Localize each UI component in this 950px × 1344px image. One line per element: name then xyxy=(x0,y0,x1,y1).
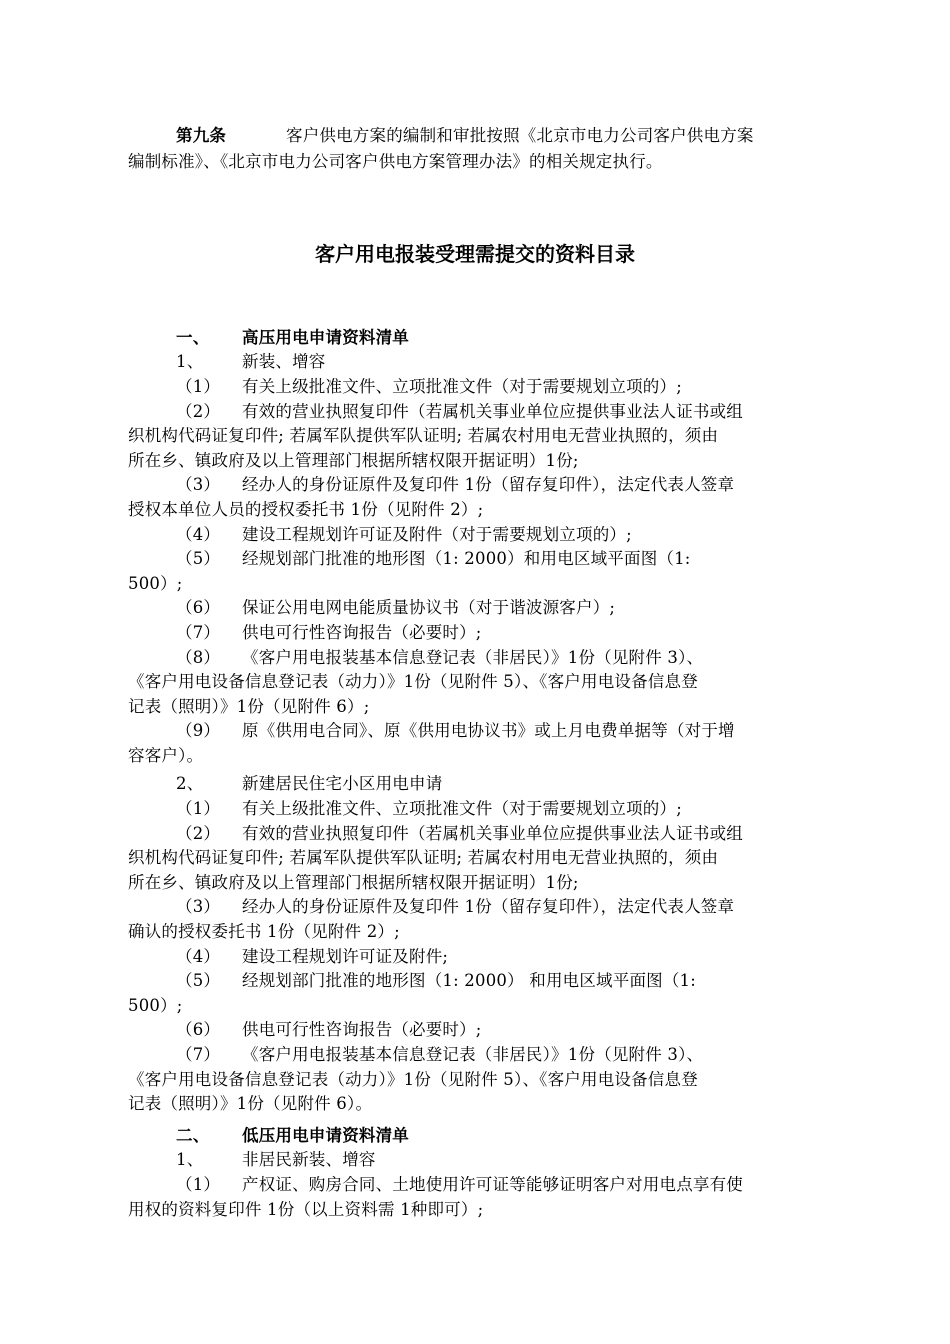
list-item-number: （4） xyxy=(176,525,221,544)
list-item-number: （5） xyxy=(176,549,221,568)
list-item-text: 有关上级批准文件、立项批准文件（对于需要规划立项的）; xyxy=(242,377,682,396)
list-item-text: 织机构代码证复印件; 若属军队提供军队证明; 若属农村用电无营业执照的，须由 xyxy=(128,848,719,867)
subsection-heading: 1、 非居民新装、增容 xyxy=(176,1150,376,1169)
list-item xyxy=(176,822,876,846)
list-item xyxy=(176,945,876,969)
section-heading: 二、 低压用电申请资料清单 xyxy=(176,1126,409,1145)
list-item-text: 产权证、购房合同、土地使用许可证等能够证明客户对用电点享有使 xyxy=(242,1175,743,1194)
list-item-text: 供电可行性咨询报告（必要时）; xyxy=(242,1020,482,1039)
list-item-number: （1） xyxy=(176,377,221,396)
list-item-text: 《客户用电设备信息登记表（动力）》1份（见附件 5）、《客户用电设备信息登 xyxy=(128,672,698,691)
list-item-continuation xyxy=(128,670,828,694)
list-item-text: 记表（照明）》1份（见附件 6）。 xyxy=(128,1094,373,1113)
list-item-continuation xyxy=(128,498,828,522)
list-item-number: （1） xyxy=(176,1175,221,1194)
article-line-2: 编制标准》、《北京市电力公司客户供电方案管理办法》的相关规定执行。 xyxy=(128,152,663,171)
list-item-text: 经办人的身份证原件及复印件 1份（留存复印件），法定代表人签章 xyxy=(242,475,735,494)
list-item-number: （3） xyxy=(176,475,221,494)
list-item xyxy=(176,646,876,670)
list-item-number: （4） xyxy=(176,947,221,966)
list-item-number: （9） xyxy=(176,721,221,740)
list-item xyxy=(176,473,876,497)
list-item xyxy=(176,1018,876,1042)
list-item-text: 建设工程规划许可证及附件; xyxy=(242,947,449,966)
list-item xyxy=(176,596,876,620)
list-item-number: （7） xyxy=(176,623,221,642)
list-item-text: 有效的营业执照复印件（若属机关事业单位应提供事业法人证书或组 xyxy=(242,402,743,421)
list-item-continuation xyxy=(128,449,828,473)
list-item-number: （2） xyxy=(176,824,221,843)
list-item-continuation xyxy=(128,871,828,895)
list-item-text: 记表（照明）》1份（见附件 6）; xyxy=(128,697,370,716)
list-item-text: 保证公用电网电能质量协议书（对于谐波源客户）; xyxy=(242,598,616,617)
list-item-text: 经办人的身份证原件及复印件 1份（留存复印件），法定代表人签章 xyxy=(242,897,735,916)
list-item-number: （1） xyxy=(176,799,221,818)
list-item-text: 有效的营业执照复印件（若属机关事业单位应提供事业法人证书或组 xyxy=(242,824,743,843)
list-item-number: （8） xyxy=(176,648,221,667)
list-item-continuation xyxy=(128,994,828,1018)
subsection-heading: 1、 新装、增容 xyxy=(176,352,326,371)
list-item-number: （7） xyxy=(176,1045,221,1064)
list-item-text: 经规划部门批准的地形图（1: 2000）和用电区域平面图（1: xyxy=(242,549,691,568)
list-item-continuation xyxy=(128,424,828,448)
list-item xyxy=(176,621,876,645)
list-item-text: 500）; xyxy=(128,574,183,593)
list-item-number: （3） xyxy=(176,897,221,916)
list-item-text: 经规划部门批准的地形图（1: 2000） 和用电区域平面图（1: xyxy=(242,971,696,990)
list-item-continuation xyxy=(128,572,828,596)
list-item-text: 建设工程规划许可证及附件（对于需要规划立项的）; xyxy=(242,525,632,544)
subsection-heading: 2、 新建居民住宅小区用电申请 xyxy=(176,774,443,793)
list-item xyxy=(176,375,876,399)
list-item-continuation xyxy=(128,920,828,944)
list-item-text: 织机构代码证复印件; 若属军队提供军队证明; 若属农村用电无营业执照的，须由 xyxy=(128,426,719,445)
list-item-continuation xyxy=(128,695,828,719)
list-item-continuation xyxy=(128,744,828,768)
list-item-continuation xyxy=(128,846,828,870)
list-item-text: 原《供用电合同》、原《供用电协议书》或上月电费单据等（对于增 xyxy=(242,721,735,740)
section-heading: 一、 高压用电申请资料清单 xyxy=(176,328,409,347)
list-item-text: 有关上级批准文件、立项批准文件（对于需要规划立项的）; xyxy=(242,799,682,818)
list-item xyxy=(176,547,876,571)
list-item xyxy=(176,969,876,993)
list-item-text: 用权的资料复印件 1份（以上资料需 1种即可）; xyxy=(128,1200,484,1219)
list-item-text: 容客户）。 xyxy=(128,746,204,765)
list-item-continuation xyxy=(128,1092,828,1116)
list-item xyxy=(176,1043,876,1067)
list-item-text: 所在乡、镇政府及以上管理部门根据所辖权限开据证明）1份; xyxy=(128,873,579,892)
list-item-text: 500）; xyxy=(128,996,183,1015)
list-item-number: （2） xyxy=(176,402,221,421)
list-item-text: 所在乡、镇政府及以上管理部门根据所辖权限开据证明）1份; xyxy=(128,451,579,470)
list-item-text: 确认的授权委托书 1份（见附件 2）; xyxy=(128,922,400,941)
list-item-text: 授权本单位人员的授权委托书 1份（见附件 2）; xyxy=(128,500,484,519)
list-item-text: 《客户用电报装基本信息登记表（非居民）》1份（见附件 3）、 xyxy=(242,648,704,667)
list-item-text: 《客户用电设备信息登记表（动力）》1份（见附件 5）、《客户用电设备信息登 xyxy=(128,1070,698,1089)
list-item-number: （6） xyxy=(176,1020,221,1039)
list-item-text: 《客户用电报装基本信息登记表（非居民）》1份（见附件 3）、 xyxy=(242,1045,704,1064)
list-item xyxy=(176,719,876,743)
list-item-number: （5） xyxy=(176,971,221,990)
list-item xyxy=(176,1173,876,1197)
list-item xyxy=(176,895,876,919)
list-item xyxy=(176,523,876,547)
list-item-number: （6） xyxy=(176,598,221,617)
list-item xyxy=(176,400,876,424)
list-item xyxy=(176,797,876,821)
list-item-continuation xyxy=(128,1068,828,1092)
page-title: 客户用电报装受理需提交的资料目录 xyxy=(315,242,635,266)
list-item-continuation xyxy=(128,1198,828,1222)
article-label: 第九条 xyxy=(176,126,227,145)
article-line-1: 第九条 客户供电方案的编制和审批按照《北京市电力公司客户供电方案 xyxy=(176,124,876,148)
list-item-text: 供电可行性咨询报告（必要时）; xyxy=(242,623,482,642)
